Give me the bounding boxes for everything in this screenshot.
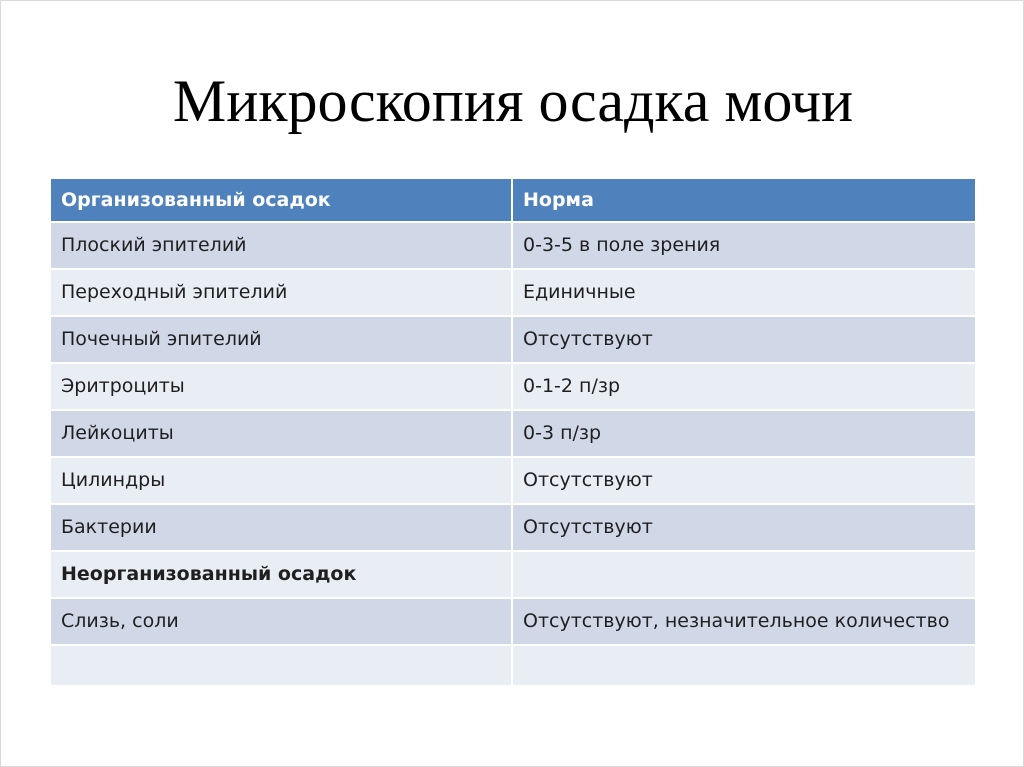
row-norm: 0-3-5 в поле зрения (512, 222, 975, 269)
row-norm: Отсутствуют (512, 316, 975, 363)
table-row (51, 598, 975, 645)
urine-sediment-table (51, 179, 975, 687)
row-name: Слизь, соли (51, 598, 512, 645)
row-norm: Единичные (512, 269, 975, 316)
table-row-empty (51, 645, 975, 686)
row-name: Почечный эпителий (51, 316, 512, 363)
row-name: Бактерии (51, 504, 512, 551)
group-label-unorganized-sediment: Неорганизованный осадок (51, 551, 512, 598)
table-row (51, 457, 975, 504)
row-norm (512, 551, 975, 598)
row-norm: Отсутствуют, незначительное количество (512, 598, 975, 645)
row-name (51, 645, 512, 686)
row-name: Плоский эпителий (51, 222, 512, 269)
slide-title: Микроскопия осадка мочи (172, 68, 854, 134)
row-name: Цилиндры (51, 457, 512, 504)
table-header-row (51, 179, 975, 222)
table-group-row (51, 551, 975, 598)
row-norm: Отсутствуют (512, 457, 975, 504)
row-name: Лейкоциты (51, 410, 512, 457)
table-row (51, 222, 975, 269)
header-organized-sediment: Организованный осадок (51, 179, 512, 222)
table-row (51, 316, 975, 363)
row-norm: 0-1-2 п/зр (512, 363, 975, 410)
table-row (51, 410, 975, 457)
row-name: Переходный эпителий (51, 269, 512, 316)
header-norm: Норма (512, 179, 975, 222)
row-norm: 0-3 п/зр (512, 410, 975, 457)
row-norm: Отсутствуют (512, 504, 975, 551)
row-name: Эритроциты (51, 363, 512, 410)
table-row (51, 504, 975, 551)
row-norm (512, 645, 975, 686)
table-row (51, 363, 975, 410)
table-row (51, 269, 975, 316)
